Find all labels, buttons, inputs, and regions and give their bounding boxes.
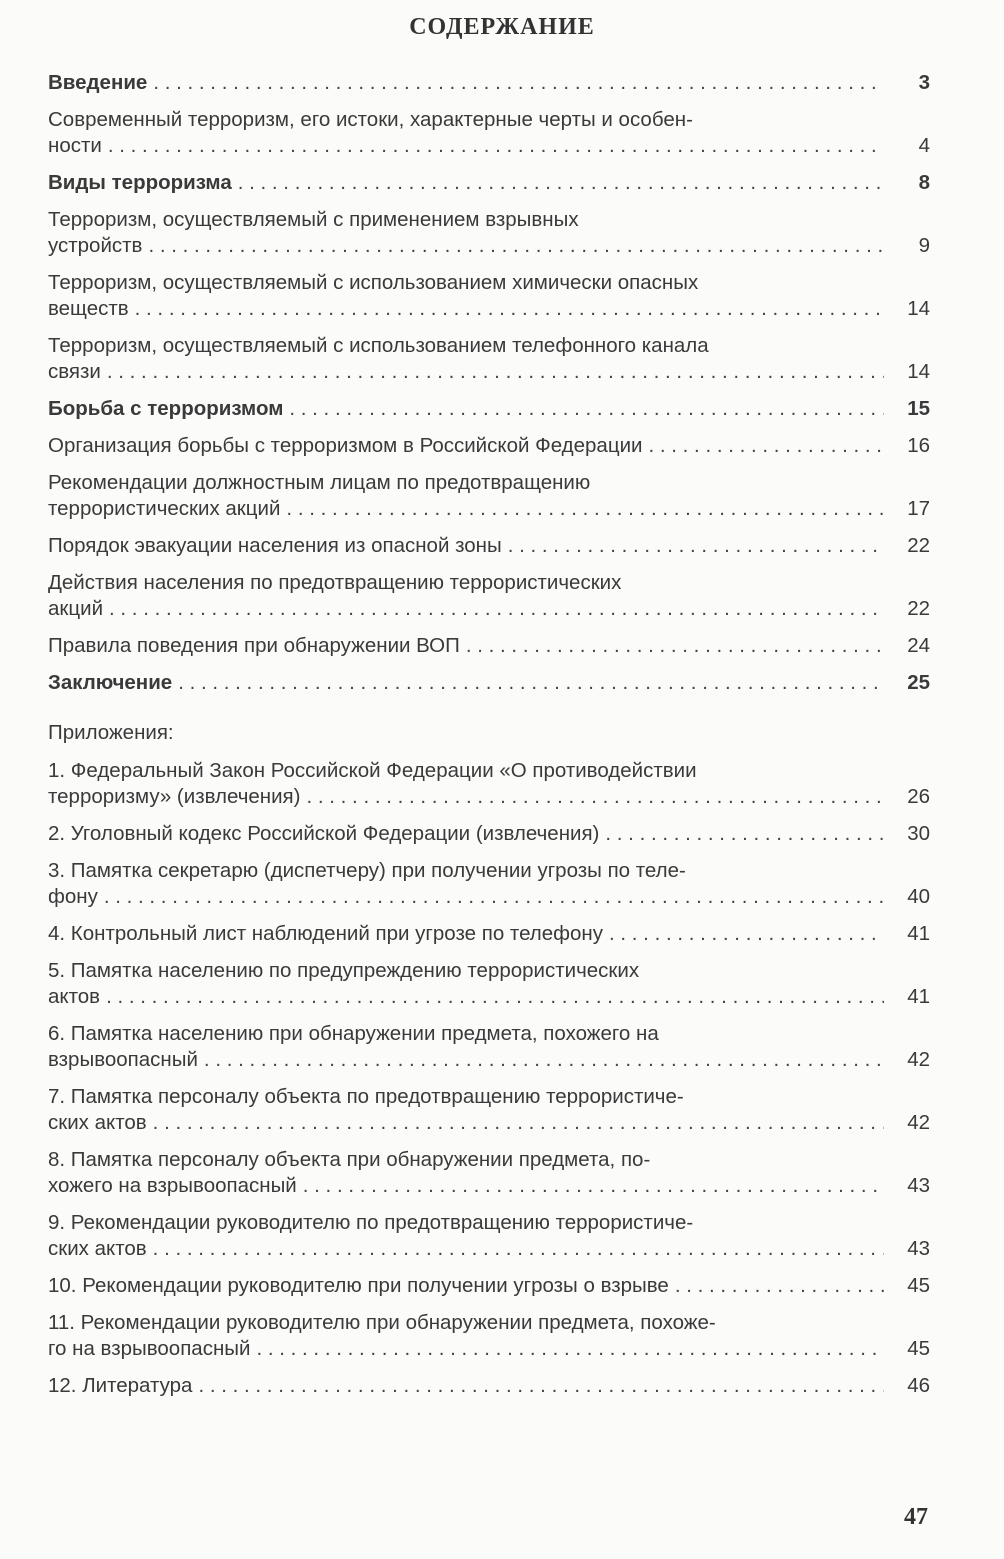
toc-entry-page: 46 (907, 1374, 930, 1397)
toc-entry-text-line: 11. Рекомендации руководителю при обнаружении предмета, похоже- (48, 1311, 716, 1334)
dot-leader (609, 921, 884, 947)
toc-main-entries (48, 70, 930, 696)
toc-entry (48, 107, 930, 159)
toc-entry-text-line: взрывоопасный (48, 1048, 198, 1071)
dot-leader (153, 1236, 884, 1262)
toc-entry-text-line: веществ (48, 297, 129, 320)
toc-entry-text-line: ских актов (48, 1237, 147, 1260)
toc-entry-page: 42 (907, 1111, 930, 1134)
toc-entry-last-row (48, 1047, 930, 1073)
toc-entry-page: 26 (907, 785, 930, 808)
dot-leader (153, 1110, 884, 1136)
dot-leader (204, 1047, 884, 1073)
dot-leader (508, 533, 884, 559)
toc-entry-text-line: 9. Рекомендации руководителю по предотвращению террористиче- (48, 1211, 694, 1234)
toc-appendix-entry (48, 1210, 930, 1262)
toc-entry-last-row (48, 1373, 930, 1399)
dot-leader (306, 784, 884, 810)
dot-leader (178, 670, 884, 696)
toc-entry-last-row (48, 821, 930, 847)
toc-entry-last-row (48, 70, 930, 96)
toc-entry-page: 15 (907, 397, 930, 420)
dot-leader (106, 984, 884, 1010)
toc-entry-text-line: 3. Памятка секретарю (диспетчеру) при получении угрозы по теле- (48, 859, 686, 882)
toc-entry-last-row (48, 596, 930, 622)
dot-leader (109, 596, 884, 622)
dot-leader (256, 1336, 884, 1362)
table-of-contents (48, 70, 930, 1410)
toc-entry-text-line: 10. Рекомендации руководителю при получении угрозы о взрыве (48, 1274, 669, 1297)
toc-entry-last-row (48, 1110, 930, 1136)
toc-entry-page: 43 (907, 1174, 930, 1197)
toc-entry-text-line: Современный терроризм, его истоки, характерные черты и особен- (48, 108, 693, 131)
toc-entry-text-line: Виды терроризма (48, 171, 232, 194)
toc-entry (48, 433, 930, 459)
toc-appendix-entry (48, 1084, 930, 1136)
toc-entry-page: 30 (907, 822, 930, 845)
toc-entry-page: 45 (907, 1337, 930, 1360)
toc-entry-last-row (48, 396, 930, 422)
toc-appendix-entry (48, 921, 930, 947)
dot-leader (289, 396, 884, 422)
dot-leader (104, 884, 884, 910)
dot-leader (675, 1273, 884, 1299)
toc-entry-text-line: устройств (48, 234, 143, 257)
toc-entry-text-line: Заключение (48, 671, 173, 694)
toc-entry-text-line: Организация борьбы с терроризмом в Российской Федерации (48, 434, 643, 457)
toc-entry-text-line: Правила поведения при обнаружении ВОП (48, 634, 460, 657)
toc-entry-page: 25 (907, 671, 930, 694)
toc-entry-text-line: связи (48, 360, 101, 383)
toc-entry-last-row (48, 670, 930, 696)
appendix-label: Приложения: (48, 721, 174, 744)
toc-entry-last-row (48, 170, 930, 196)
toc-entry-text-line: 12. Литература (48, 1374, 193, 1397)
toc-entry-text-line: 1. Федеральный Закон Российской Федерации «О противодействии (48, 759, 697, 782)
toc-entry (48, 70, 930, 96)
toc-entry (48, 270, 930, 322)
toc-entry-text-line: 6. Памятка населению при обнаружении предмета, похожего на (48, 1022, 659, 1045)
toc-entry-text-line: хожего на взрывоопасный (48, 1174, 297, 1197)
toc-entry-page: 3 (918, 71, 930, 94)
toc-entry-text-line: 4. Контрольный лист наблюдений при угрозе по телефону (48, 922, 603, 945)
toc-entry-text-line: ских актов (48, 1111, 147, 1134)
toc-entry-last-row (48, 233, 930, 259)
page-number: 47 (904, 1504, 928, 1530)
toc-entry-last-row (48, 133, 930, 159)
dot-leader (108, 133, 884, 159)
toc-appendix-entry (48, 958, 930, 1010)
dot-leader (198, 1373, 884, 1399)
toc-appendix-entry (48, 821, 930, 847)
toc-entry-text-line: Терроризм, осуществляемый с применением взрывных (48, 208, 579, 231)
toc-entry-last-row (48, 496, 930, 522)
toc-appendix-entry (48, 1021, 930, 1073)
toc-appendix-entries (48, 758, 930, 1399)
toc-entry-last-row (48, 1273, 930, 1299)
dot-leader (286, 496, 884, 522)
dot-leader (303, 1173, 884, 1199)
toc-entry-text-line: 2. Уголовный кодекс Российской Федерации (извлечения) (48, 822, 600, 845)
toc-entry-last-row (48, 633, 930, 659)
toc-entry-page: 8 (918, 171, 930, 194)
toc-entry-page: 14 (907, 360, 930, 383)
toc-entry-text-line: актов (48, 985, 101, 1008)
toc-entry-text-line: го на взрывоопасный (48, 1337, 251, 1360)
toc-entry (48, 533, 930, 559)
toc-entry-last-row (48, 921, 930, 947)
toc-entry (48, 633, 930, 659)
toc-entry-text-line: 5. Памятка населению по предупреждению террористических (48, 959, 640, 982)
toc-entry-page: 43 (907, 1237, 930, 1260)
toc-entry (48, 170, 930, 196)
toc-entry-text-line: Введение (48, 71, 148, 94)
toc-appendix-entry (48, 1147, 930, 1199)
toc-entry-text-line: Борьба с терроризмом (48, 397, 284, 420)
toc-entry (48, 470, 930, 522)
toc-entry-page: 17 (907, 497, 930, 520)
toc-entry-page: 22 (907, 597, 930, 620)
toc-entry-last-row (48, 1236, 930, 1262)
toc-entry-text-line: 7. Памятка персоналу объекта по предотвращению террористиче- (48, 1085, 684, 1108)
dot-leader (605, 821, 884, 847)
toc-entry-text-line: Терроризм, осуществляемый с использованием химически опасных (48, 271, 699, 294)
toc-entry-page: 41 (907, 922, 930, 945)
toc-entry-page: 40 (907, 885, 930, 908)
toc-entry-last-row (48, 296, 930, 322)
toc-entry-page: 22 (907, 534, 930, 557)
toc-entry-text-line: фону (48, 885, 98, 908)
toc-entry-last-row (48, 984, 930, 1010)
toc-entry-text-line: террористических акций (48, 497, 281, 520)
page-title: СОДЕРЖАНИЕ (409, 14, 595, 40)
dot-leader (148, 233, 884, 259)
toc-entry-text-line: 8. Памятка персоналу объекта при обнаружении предмета, по- (48, 1148, 651, 1171)
toc-appendix-entry (48, 858, 930, 910)
toc-entry-last-row (48, 359, 930, 385)
toc-entry-text-line: Терроризм, осуществляемый с использованием телефонного канала (48, 334, 709, 357)
toc-entry-last-row (48, 884, 930, 910)
toc-entry-page: 42 (907, 1048, 930, 1071)
toc-entry-last-row (48, 1173, 930, 1199)
toc-entry-text-line: терроризму» (извлечения) (48, 785, 301, 808)
toc-entry-page: 9 (918, 234, 930, 257)
toc-entry-page: 24 (907, 634, 930, 657)
toc-entry-text-line: Порядок эвакуации населения из опасной зоны (48, 534, 502, 557)
toc-entry-text-line: акций (48, 597, 104, 620)
dot-leader (135, 296, 884, 322)
toc-entry-last-row (48, 533, 930, 559)
toc-entry-page: 41 (907, 985, 930, 1008)
toc-entry (48, 570, 930, 622)
dot-leader (648, 433, 884, 459)
toc-appendix-entry (48, 1310, 930, 1362)
dot-leader (466, 633, 884, 659)
toc-entry-last-row (48, 1336, 930, 1362)
toc-entry-last-row (48, 784, 930, 810)
toc-entry-text-line: Действия населения по предотвращению террористических (48, 571, 622, 594)
toc-appendix-entry (48, 1373, 930, 1399)
toc-entry (48, 670, 930, 696)
toc-entry (48, 333, 930, 385)
toc-entry-last-row (48, 433, 930, 459)
dot-leader (238, 170, 884, 196)
toc-entry-page: 16 (907, 434, 930, 457)
toc-entry-page: 4 (918, 134, 930, 157)
toc-entry-text-line: ности (48, 134, 102, 157)
toc-entry (48, 207, 930, 259)
toc-entry-page: 45 (907, 1274, 930, 1297)
dot-leader (107, 359, 884, 385)
toc-appendix-entry (48, 758, 930, 810)
toc-entry-page: 14 (907, 297, 930, 320)
dot-leader (153, 70, 884, 96)
toc-entry-text-line: Рекомендации должностным лицам по предотвращению (48, 471, 591, 494)
toc-appendix-entry (48, 1273, 930, 1299)
toc-entry (48, 396, 930, 422)
